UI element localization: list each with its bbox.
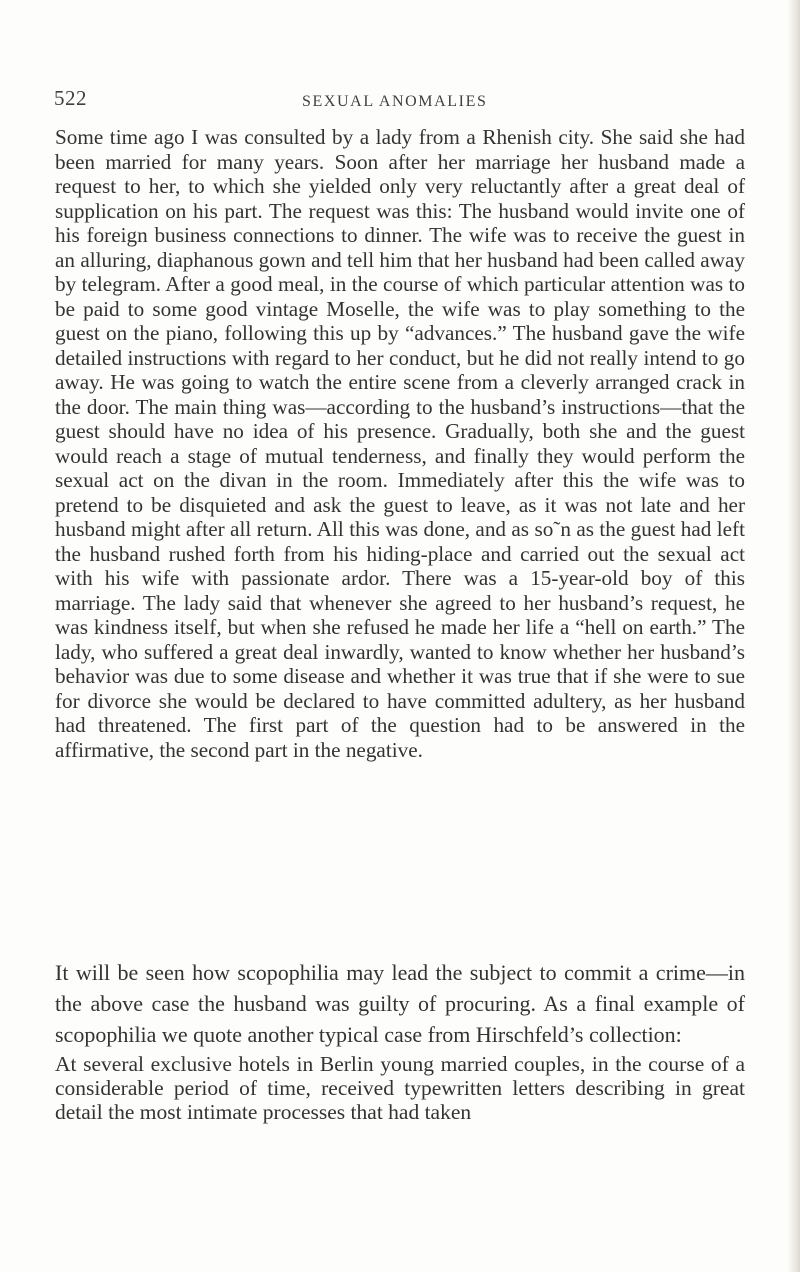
paragraph-berlin-hotels: At several exclusive hotels in Berlin young married couples, in the course of a considerable period of time, received typewritten letters describing in great detail the most intimate processes that had taken <box>55 1052 745 1124</box>
page-number: 522 <box>54 86 87 110</box>
page-edge-shadow <box>788 0 800 1272</box>
paragraph-case-description: Some time ago I was consulted by a lady from a Rhenish city. She said she had been married for many years. Soon after her marriage her husband made a request to her, to which she yielded only very reluctantly after a great deal of supplication on his part. The request was this: The husband would invite one of his foreign business connections to dinner. The wife was to receive the guest in an alluring, diaphanous gown and tell him that her husband had been called away by telegram. After a good meal, in the course of which particular attention was to be paid to some good vintage Moselle, the wife was to play something to the guest on the piano, following this up by “advances.” The husband gave the wife detailed instructions with regard to her conduct, but he did not really intend to go away. He was going to watch the entire scene from a cleverly arranged crack in the door. The main thing was—according to the husband’s instructions—that the guest should have no idea of his presence. Gradually, both she and the guest would reach a stage of mutual tenderness, and finally they would perform the sexual act on the divan in the room. Immediately after this the wife was to pretend to be disquieted and ask the guest to leave, as it was not late and her husband might after all return. All this was done, and as so˜n as the guest had left the husband rushed forth from his hiding-place and carried out the sexual act with his wife with passionate ardor. There was a 15-year-old boy of this marriage. The lady said that whenever she agreed to her husband’s request, he was kindness itself, but when she refused he made her life a “hell on earth.” The lady, who suffered a great deal inwardly, wanted to know whether her husband’s behavior was due to some disease and whether it was true that if she were to sue for divorce she would be declared to have committed adultery, as her husband had threatened. The first part of the question had to be answered in the affirmative, the second part in the negative. <box>55 125 745 762</box>
paragraph-scopophilia-crime: It will be seen how scopophilia may lead the subject to commit a crime—in the above case the husband was guilty of procuring. As a final example of scopophilia we quote another typical case from Hirschfeld’s collection: <box>55 960 745 1047</box>
running-head: SEXUAL ANOMALIES <box>302 93 488 110</box>
